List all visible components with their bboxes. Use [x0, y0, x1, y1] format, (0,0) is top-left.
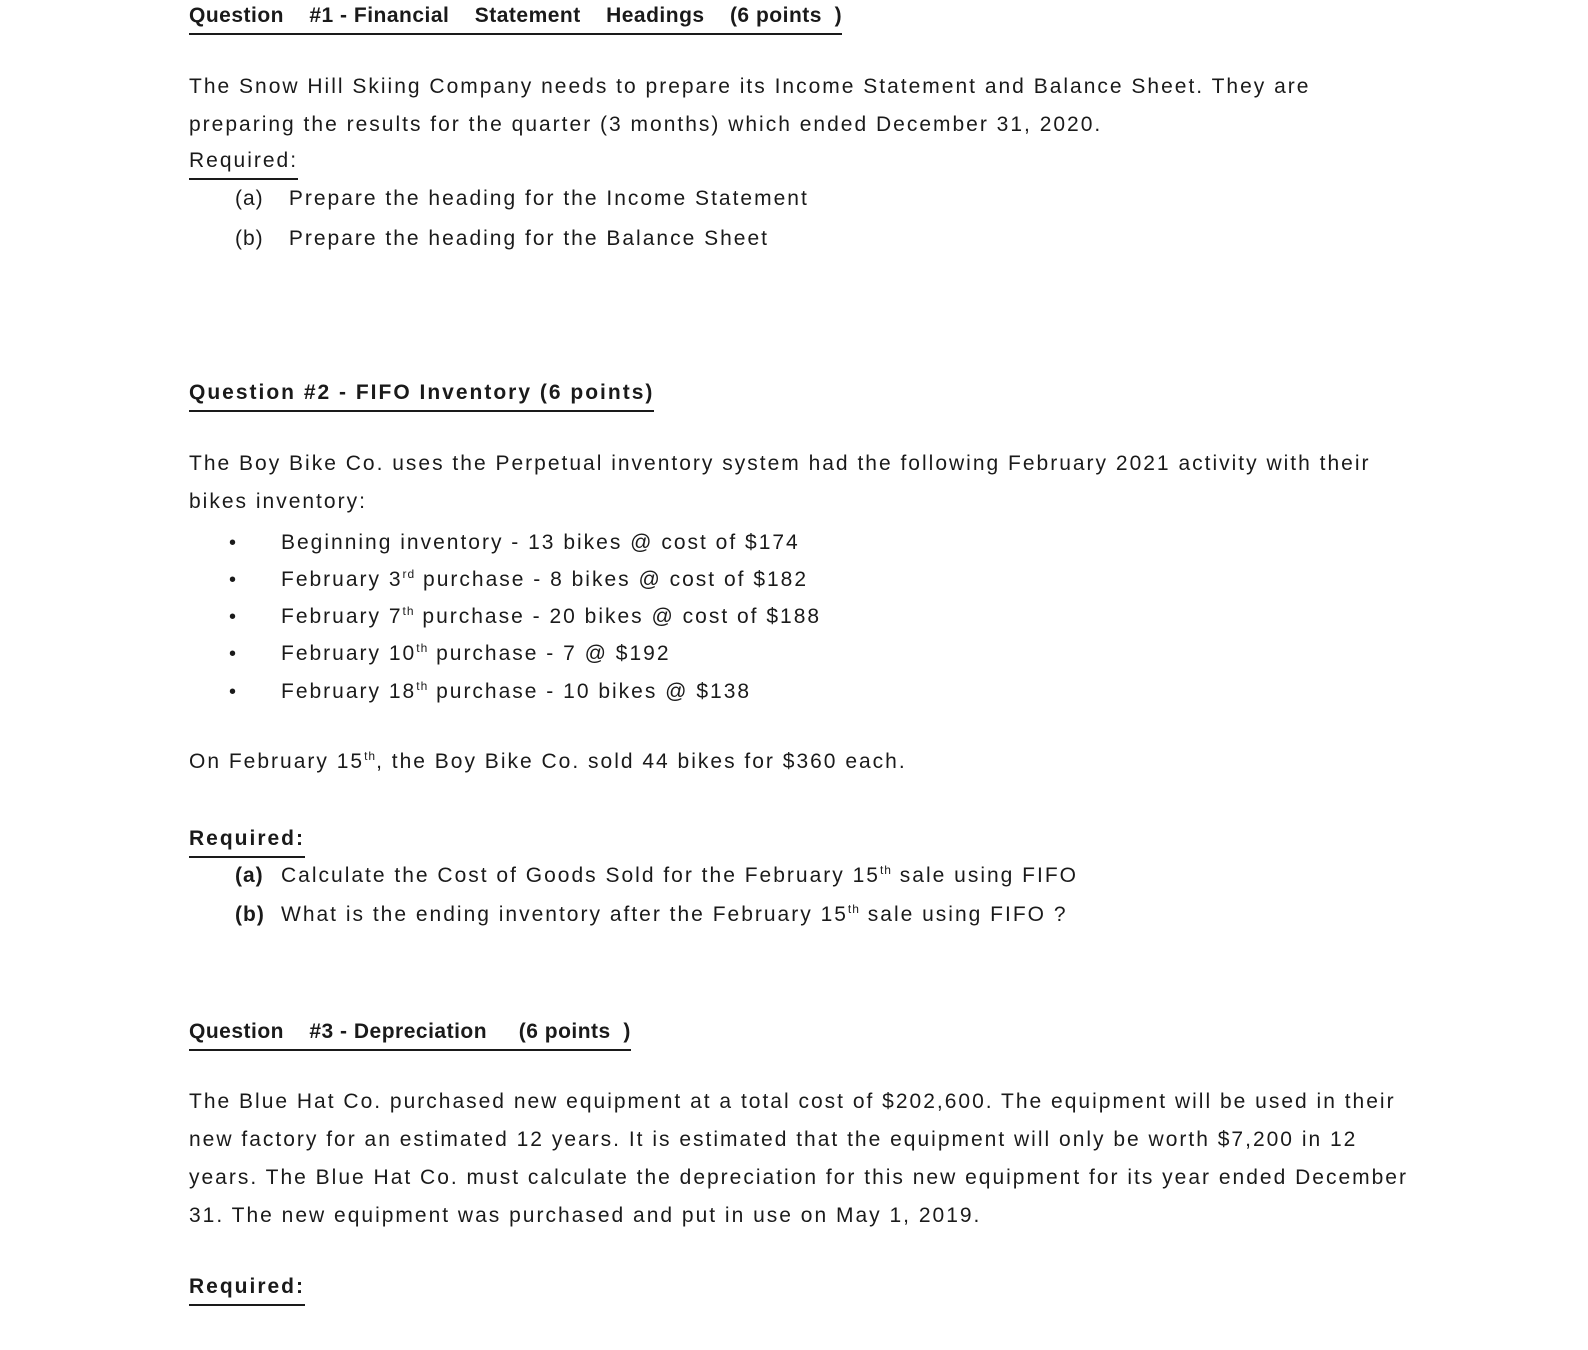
sale-text-rest: , the Boy Bike Co. sold 44 bikes for $360 each. — [376, 750, 907, 773]
ordinal-suffix: th — [364, 749, 377, 763]
question-3-heading: Question #3 - Depreciation (6 points ) — [189, 1018, 631, 1051]
bullet-item — [229, 566, 808, 594]
ordinal-suffix: th — [416, 641, 429, 655]
question-2-paragraph: The Boy Bike Co. uses the Perpetual inventory system had the following February 2021 activity with their bikes inventory: — [189, 452, 1371, 513]
item-text: What is the ending inventory after the February 15 — [281, 903, 848, 926]
bullet-item — [229, 640, 671, 668]
bullet-icon: • — [229, 532, 239, 554]
question-2-required-label: Required: — [189, 825, 305, 858]
question-1-item-a — [235, 185, 809, 213]
ordinal-suffix: rd — [402, 567, 416, 581]
question-2-heading: Question #2 - FIFO Inventory (6 points) — [189, 379, 654, 412]
bullet-text-rest: purchase - 10 bikes @ $138 — [428, 680, 752, 703]
ordinal-suffix: th — [879, 863, 892, 877]
bullet-icon: • — [229, 569, 239, 591]
bullet-icon: • — [229, 643, 239, 665]
bullet-text: Beginning inventory - 13 bikes @ cost of $174 — [281, 531, 800, 554]
item-text-rest: sale using FIFO — [891, 864, 1079, 887]
ordinal-suffix: th — [416, 679, 429, 693]
item-text: Prepare the heading for the Balance Sheet — [288, 227, 769, 250]
item-text: Calculate the Cost of Goods Sold for the February 15 — [281, 864, 880, 887]
question-3-paragraph: The Blue Hat Co. purchased new equipment at a total cost of $202,600. The equipment will be used in their new factory for an estimated 12 years. It is estimated that the equipment will only be worth $7,200 in 12 years. The Blue Hat Co. must calculate the depreciation for this new equipment for its year ended December 31. The new equipment was purchased and put in use on May 1, 2019. — [189, 1090, 1408, 1227]
bullet-text: February 10 — [281, 642, 417, 665]
bullet-item — [229, 678, 751, 706]
question-1-required-label: Required: — [189, 147, 298, 180]
question-1-heading: Question #1 - Financial Statement Headings (6 points ) — [189, 2, 842, 35]
ordinal-suffix: th — [402, 604, 415, 618]
sale-statement — [189, 748, 907, 776]
item-label: (b) — [235, 903, 265, 926]
item-label: (b) — [235, 227, 264, 250]
question-2-item-a — [235, 862, 1078, 890]
sale-text: On February 15 — [189, 750, 365, 773]
bullet-text: February 3 — [281, 568, 403, 591]
bullet-text: February 7 — [281, 605, 403, 628]
bullet-text-rest: purchase - 8 bikes @ cost of $182 — [415, 568, 809, 591]
bullet-icon: • — [229, 606, 239, 628]
bullet-item — [229, 603, 821, 631]
question-3-required-label: Required: — [189, 1273, 305, 1306]
bullet-text-rest: purchase - 20 bikes @ cost of $188 — [414, 605, 822, 628]
item-text: Prepare the heading for the Income Statement — [288, 187, 809, 210]
item-label: (a) — [235, 864, 264, 887]
bullet-icon: • — [229, 681, 239, 703]
item-label: (a) — [235, 187, 264, 210]
question-2-item-b — [235, 901, 1068, 929]
item-text-rest: sale using FIFO ? — [859, 903, 1068, 926]
ordinal-suffix: th — [847, 902, 860, 916]
bullet-text-rest: purchase - 7 @ $192 — [428, 642, 671, 665]
question-1-item-b — [235, 225, 769, 253]
bullet-text: February 18 — [281, 680, 417, 703]
question-1-paragraph: The Snow Hill Skiing Company needs to prepare its Income Statement and Balance Sheet. They are preparing the results for the quarter (3 months) which ended December 31, 2020. — [189, 75, 1311, 136]
bullet-item — [229, 529, 800, 557]
